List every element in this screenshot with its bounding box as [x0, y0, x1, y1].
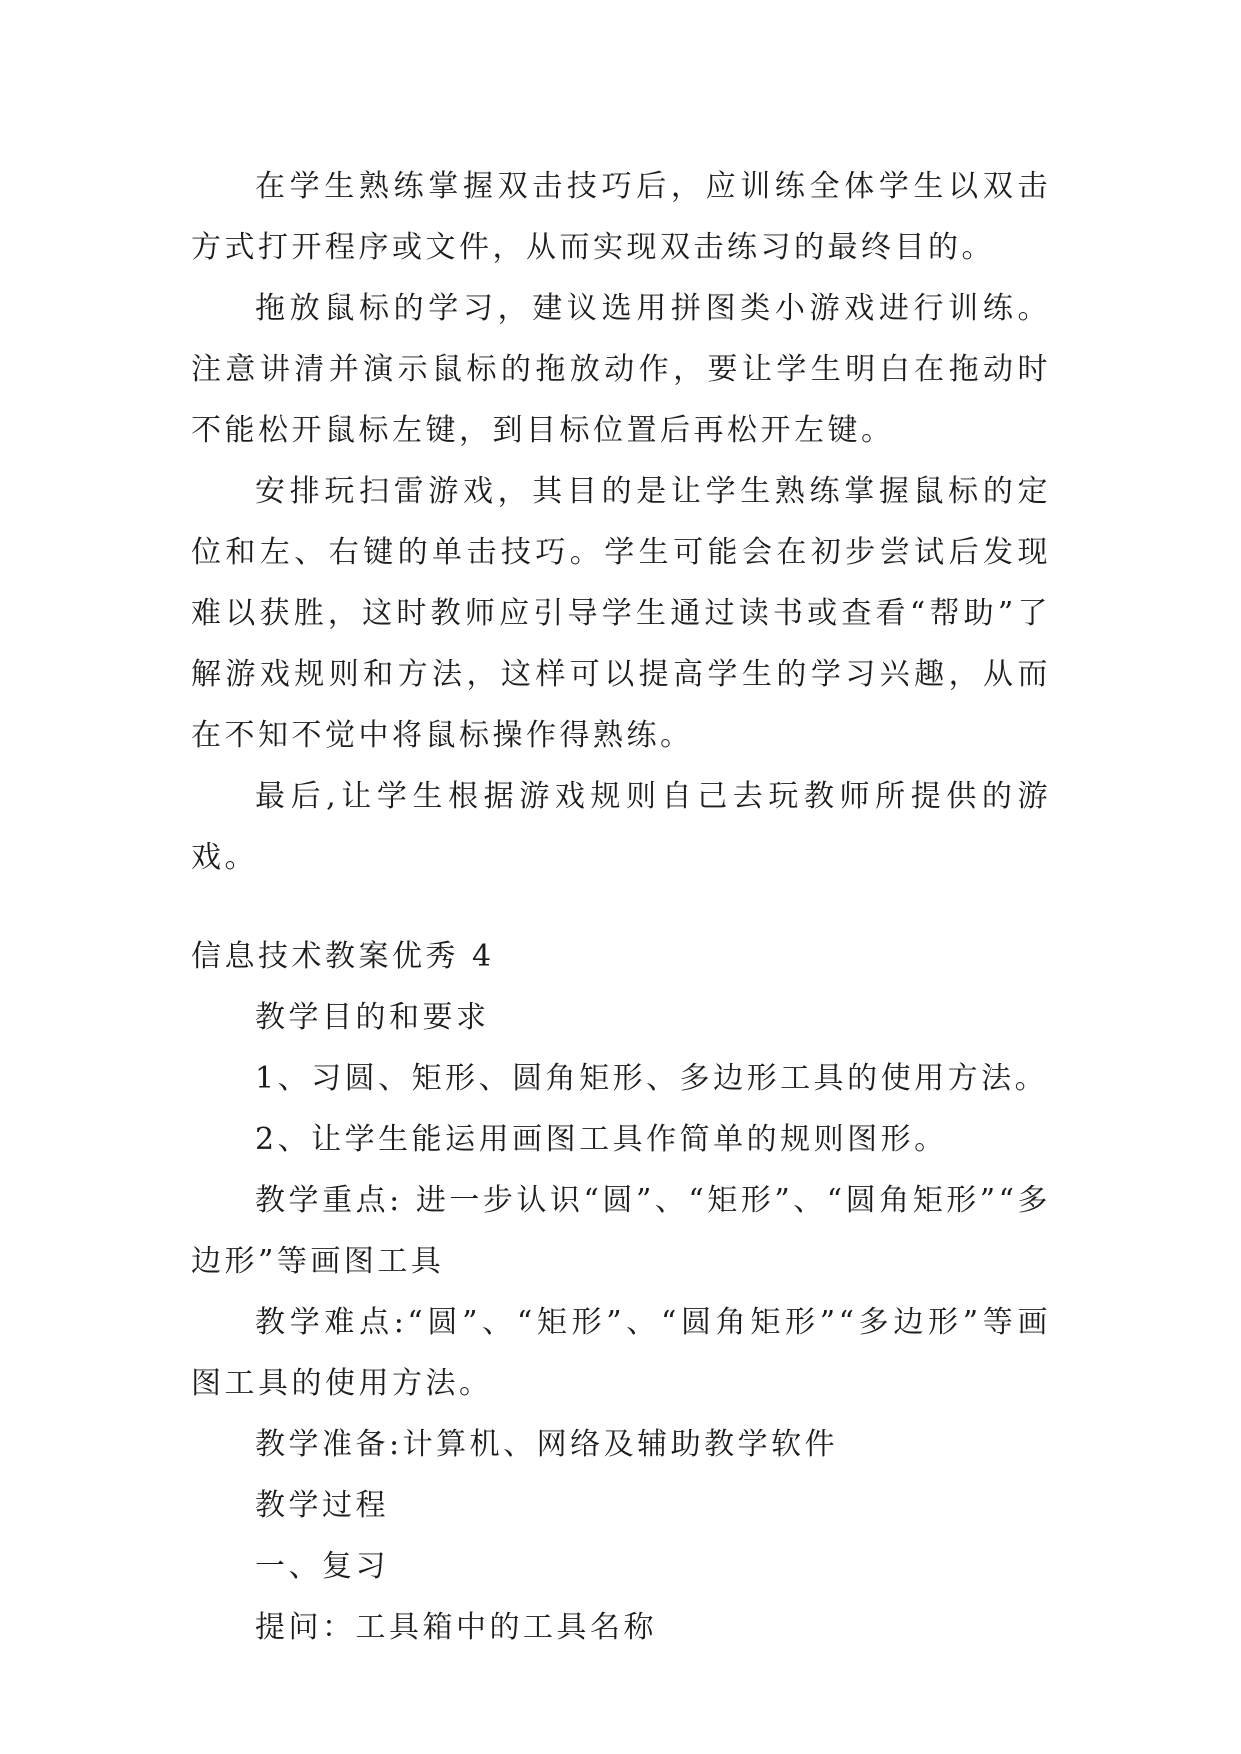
section-paragraph-review: 一、复习 — [255, 1549, 389, 1584]
section-paragraph-process: 教学过程 — [255, 1488, 389, 1523]
section-paragraph-preparation: 教学准备:计算机、网络及辅助教学软件 — [255, 1427, 839, 1462]
section-paragraph-key-points: 教学重点: 进一步认识“圆”、“矩形”、“圆角矩形”“多边形”等画图工具 — [191, 1183, 1051, 1279]
document-body — [191, 156, 1051, 1658]
section-title: 信息技术教案优秀 4 — [191, 939, 495, 974]
section-paragraph-difficulties: 教学难点:“圆”、“矩形”、“圆角矩形”“多边形”等画图工具的使用方法。 — [191, 1305, 1051, 1401]
paragraph-drag-drop: 拖放鼠标的学习，建议选用拼图类小游戏进行训练。注意讲清并演示鼠标的拖放动作，要让学生明白在拖动时不能松开鼠标左键，到目标位置后再松开左键。 — [191, 291, 1051, 448]
paragraph-double-click: 在学生熟练掌握双击技巧后，应训练全体学生以双击方式打开程序或文件，从而实现双击练习的最终目的。 — [191, 169, 1051, 265]
section-paragraph-question: 提问：工具箱中的工具名称 — [255, 1610, 657, 1645]
paragraph-minesweeper: 安排玩扫雷游戏，其目的是让学生熟练掌握鼠标的定位和左、右键的单击技巧。学生可能会在初步尝试后发现难以获胜，这时教师应引导学生通过读书或查看“帮助”了解游戏规则和方法，这样可以提高学生的学习兴趣，从而在不知不觉中将鼠标操作得熟练。 — [191, 474, 1051, 753]
section-paragraph-item-2: 2、让学生能运用画图工具作简单的规则图形。 — [255, 1122, 948, 1157]
section-paragraph-item-1: 1、习圆、矩形、圆角矩形、多边形工具的使用方法。 — [255, 1061, 1049, 1096]
paragraph-final-play: 最后,让学生根据游戏规则自己去玩教师所提供的游戏。 — [191, 779, 1051, 875]
section-paragraph-objectives: 教学目的和要求 — [255, 1000, 490, 1035]
